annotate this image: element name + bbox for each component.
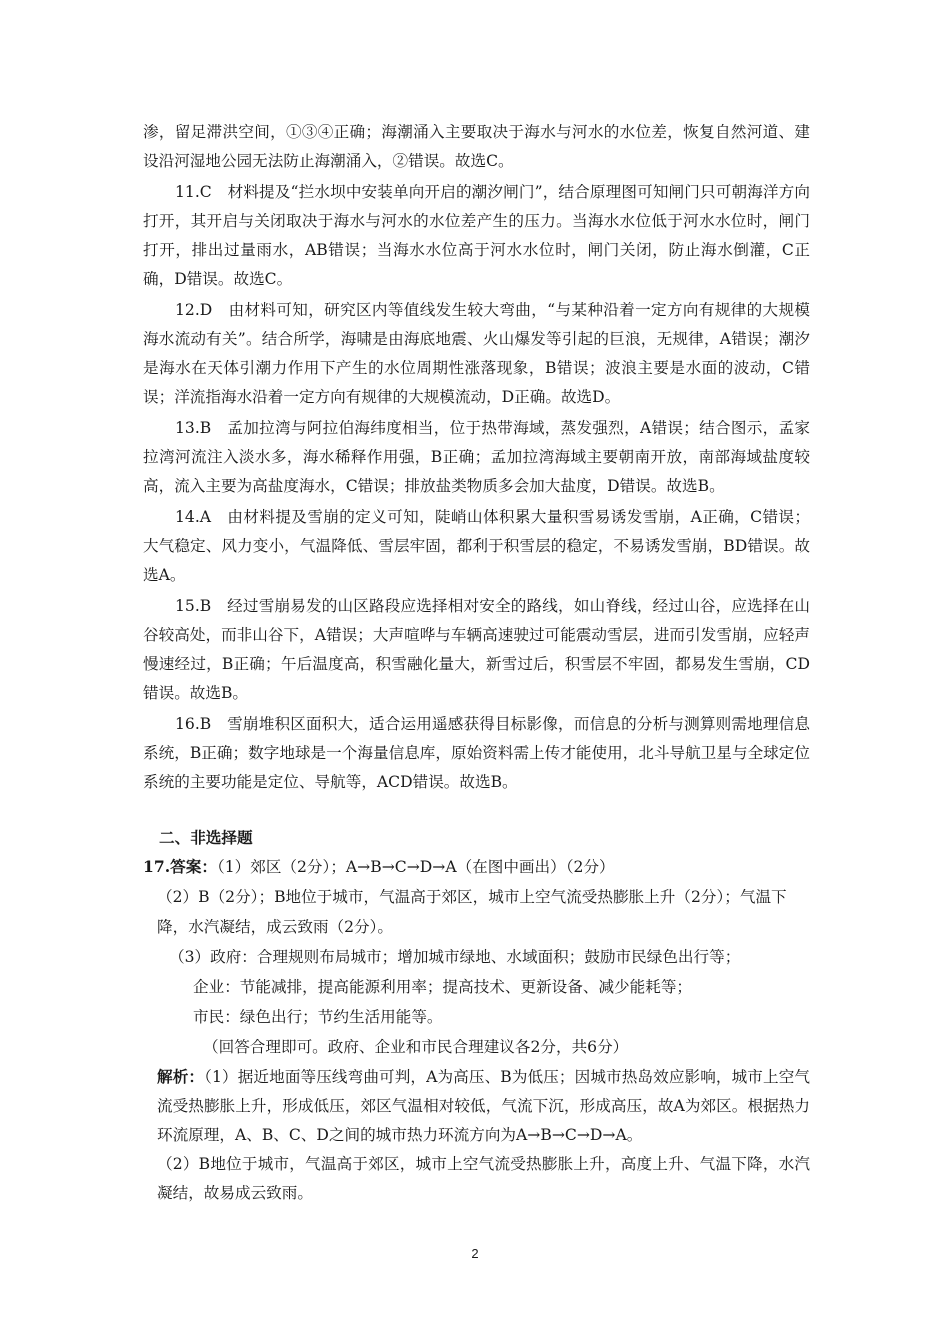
answer-part-2: （2）B（2分）；B地位于城市，气温高于郊区，城市上空气流受热膨胀上升（2分）；气温下降，水汽凝结，成云致雨（2分）。 bbox=[157, 888, 787, 936]
paragraph-10-continued: 渗，留足滞洪空间，①③④正确；海潮涌入主要取决于海水与河水的水位差，恢复自然河道、建设沿河湿地公园无法防止海潮涌入，②错误。故选C。 bbox=[143, 123, 810, 170]
paragraph-q15: 15.B 经过雪崩易发的山区路段应选择相对安全的路线，如山脊线，经过山谷，应选择在山谷较高处，而非山谷下，A错误；大声喧哗与车辆高速驶过可能震动雪层，进而引发雪崩，应轻声慢速经过，B正确；午后温度高，积雪融化量大，新雪过后，积雪层不牢固，都易发生雪崩，CD错误。故选B。 bbox=[143, 597, 810, 702]
paragraph-q14: 14.A 由材料提及雪崩的定义可知，陡峭山体积累大量积雪易诱发雪崩，A正确，C错误；大气稳定、风力变小，气温降低、雪层牢固，都利于积雪层的稳定，不易诱发雪崩，BD错误。故选A。 bbox=[143, 508, 810, 584]
answer-part-3-enterprise: 企业：节能减排，提高能源利用率；提高技术、更新设备、减少能耗等； bbox=[193, 978, 693, 996]
paragraph-q13: 13.B 孟加拉湾与阿拉伯海纬度相当，位于热带海域，蒸发强烈，A错误；结合图示，孟家拉湾河流注入淡水多，海水稀释作用强，B正确；孟加拉湾海域主要朝南开放，南部海域盐度较高，流入主要为高盐度海水，C错误；排放盐类物质多会加大盐度，D错误。故选B。 bbox=[143, 419, 810, 495]
answer-part-3-citizen: 市民：绿色出行；节约生活用能等。 bbox=[193, 1008, 443, 1026]
paragraph-q11: 11.C 材料提及“拦水坝中安装单向开启的潮汐闸门”，结合原理图可知闸门只可朝海洋方向打开，其开启与关闭取决于海水与河水的水位差产生的压力。当海水水位低于河水水位时，闸门打开，排出过量雨水，AB错误；当海水水位高于河水水位时，闸门关闭，防止海水倒灌，C正确，D错误。故选C。 bbox=[143, 183, 810, 288]
page-content bbox=[143, 118, 810, 1208]
answer-part-3: （3）政府：合理规则布局城市；增加城市绿地、水域面积；鼓励市民绿色出行等； bbox=[169, 948, 741, 966]
answer-note: （回答合理即可。政府、企业和市民合理建议各2分，共6分） bbox=[203, 1038, 629, 1056]
analysis-label: 解析： bbox=[157, 1067, 205, 1086]
answer-label: 17.答案： bbox=[143, 857, 217, 876]
paragraph-q16: 16.B 雪崩堆积区面积大，适合运用遥感获得目标影像，而信息的分析与测算则需地理信息系统，B正确；数字地球是一个海量信息库，原始资料需上传才能使用，北斗导航卫星与全球定位系统的主要功能是定位、导航等，ACD错误。故选B。 bbox=[143, 715, 810, 791]
answer-line-1 bbox=[143, 852, 810, 882]
paragraph-q12: 12.D 由材料可知，研究区内等值线发生较大弯曲，“与某种沿着一定方向有规律的大规模海水流动有关”。结合所学，海啸是由海底地震、火山爆发等引起的巨浪，无规律，A错误；潮汐是海水在天体引潮力作用下产生的水位周期性涨落现象，B错误；波浪主要是水面的波动，C错误；洋流指海水沿着一定方向有规律的大规模流动，D正确。故选D。 bbox=[143, 301, 810, 406]
analysis-part-1: 解析：（1）据近地面等压线弯曲可判，A为高压、B为低压；因城市热岛效应影响，城市上空气流受热膨胀上升，形成低压，郊区气温相对较低，气流下沉，形成高压，故A为郊区。根据热力环流原理，A、B、C、D之间的城市热力环流方向为A→B→C→D→A。 bbox=[157, 1067, 810, 1144]
analysis-part-2: （2）B地位于城市，气温高于郊区，城市上空气流受热膨胀上升，高度上升、气温下降，水汽凝结，故易成云致雨。 bbox=[157, 1155, 810, 1202]
answer-part-1: （1）郊区（2分）；A→B→C→D→A（在图中画出）（2分） bbox=[216, 858, 615, 876]
section-title: 二、非选择题 bbox=[159, 828, 253, 847]
page-number: 2 bbox=[471, 1246, 479, 1261]
